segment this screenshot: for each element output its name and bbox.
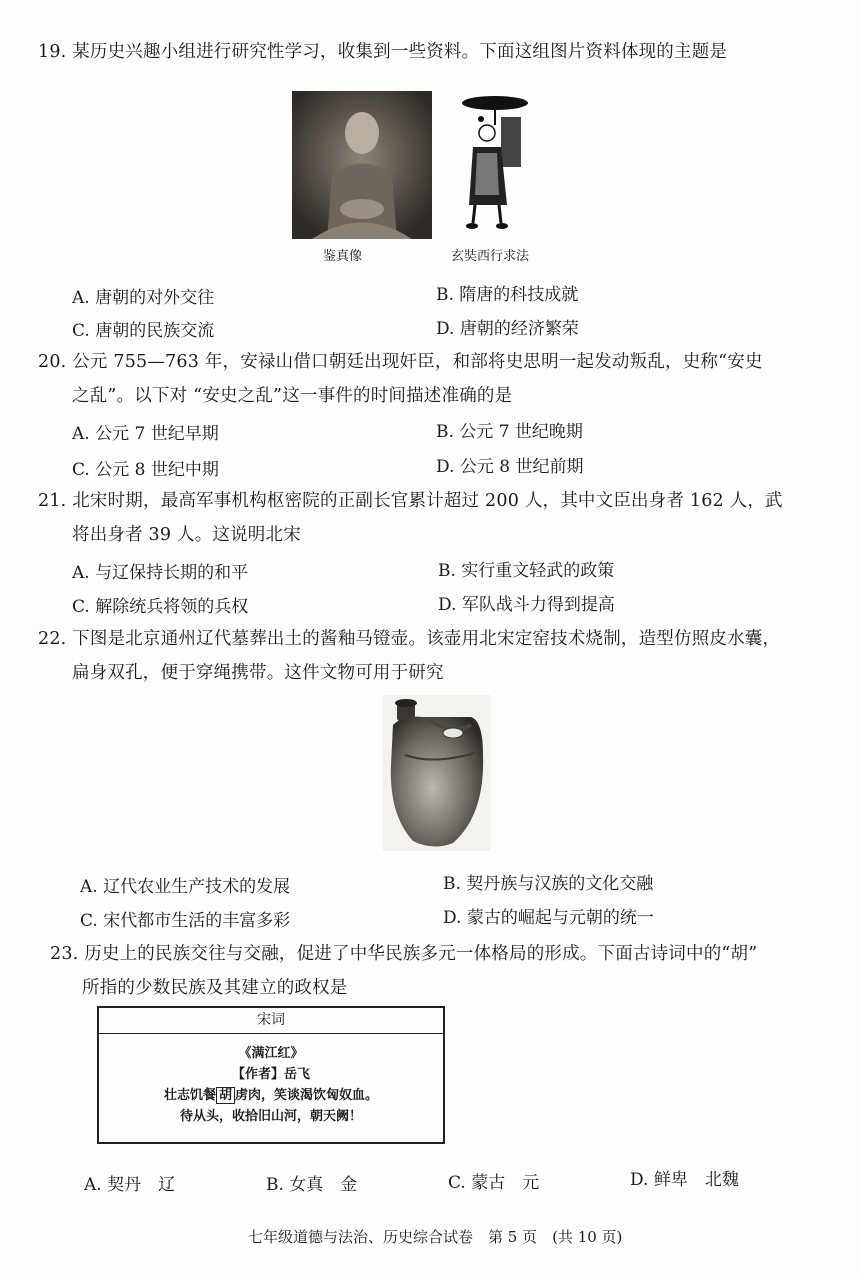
jianzhen-caption: 鉴真像 [323,249,363,264]
jianzhen-statue-image [292,91,432,243]
poem-box [97,1006,445,1144]
q22-option-b[interactable]: B. 契丹族与汉族的文化交融 [443,874,654,894]
q23-option-b[interactable]: B. 女真 金 [266,1175,358,1195]
q21-stem-line1: 21. 北宋时期，最高军事机构枢密院的正副长官累计超过 200 人，其中文臣出身者 162 人，武 [38,491,783,511]
xuanzang-image [455,95,535,239]
q21-option-b[interactable]: B. 实行重文轻武的政策 [438,561,615,581]
page-footer: 七年级道德与法治、历史综合试卷 第 5 页 (共 10 页) [248,1228,623,1246]
poem-line-2: 待从头，收拾旧山河，朝天阙！ [179,1109,362,1124]
q20-option-d[interactable]: D. 公元 8 世纪前期 [436,457,584,477]
q19-option-c[interactable]: C. 唐朝的民族交流 [72,321,215,341]
q20-option-b[interactable]: B. 公元 7 世纪晚期 [436,422,583,442]
q21-option-a[interactable]: A. 与辽保持长期的和平 [72,563,249,583]
q21-option-d[interactable]: D. 军队战斗力得到提高 [438,595,615,615]
q20-option-a[interactable]: A. 公元 7 世纪早期 [72,424,219,444]
poem-header: 宋词 [99,1008,443,1034]
poem-line-1-pre: 壮志饥餐 [163,1088,216,1103]
q23-option-d[interactable]: D. 鲜卑 北魏 [630,1170,739,1190]
q21-stem-line2: 将出身者 39 人。这说明北宋 [72,525,301,545]
q23-option-c[interactable]: C. 蒙古 元 [448,1173,540,1193]
poem-title: 《满江红》 [238,1046,304,1061]
q19-option-b[interactable]: B. 隋唐的科技成就 [436,285,579,305]
q22-option-d[interactable]: D. 蒙古的崛起与元朝的统一 [443,908,654,928]
q22-stem-line1: 22. 下图是北京通州辽代墓葬出土的酱釉马镫壶。该壶用北宋定窑技术烧制，造型仿照皮水囊， [38,629,781,649]
q19-stem: 19. 某历史兴趣小组进行研究性学习，收集到一些资料。下面这组图片资料体现的主题是 [38,42,728,62]
q22-option-c[interactable]: C. 宋代都市生活的丰富多彩 [80,911,291,931]
poem-line-1 [99,1085,443,1106]
poem-boxed-character: 胡 [216,1087,235,1104]
q19-option-d[interactable]: D. 唐朝的经济繁荣 [436,319,579,339]
poem-line-1-post: 虏肉，笑谈渴饮匈奴血。 [235,1088,379,1103]
q20-stem-line1: 20. 公元 755—763 年，安禄山借口朝廷出现奸臣，和部将史思明一起发动叛乱，史称“安史 [38,352,763,372]
q19-option-a[interactable]: A. 唐朝的对外交往 [72,288,215,308]
xuanzang-caption: 玄奘西行求法 [451,249,530,264]
q23-stem-line1: 23. 历史上的民族交往与交融，促进了中华民族多元一体格局的形成。下面古诗词中的“胡” [50,944,758,964]
q20-option-c[interactable]: C. 公元 8 世纪中期 [72,460,219,480]
q22-stem-line2: 扁身双孔，便于穿绳携带。这件文物可用于研究 [72,663,444,683]
q23-option-a[interactable]: A. 契丹 辽 [84,1175,176,1195]
q23-stem-line2: 所指的少数民族及其建立的政权是 [82,978,348,998]
q21-option-c[interactable]: C. 解除统兵将领的兵权 [72,597,249,617]
q20-stem-line2: 之乱”。以下对 “安史之乱”这一事件的时间描述准确的是 [72,386,513,406]
stirrup-pot-image [383,695,491,855]
poem-author: 【作者】岳飞 [231,1067,310,1082]
q22-option-a[interactable]: A. 辽代农业生产技术的发展 [80,877,291,897]
